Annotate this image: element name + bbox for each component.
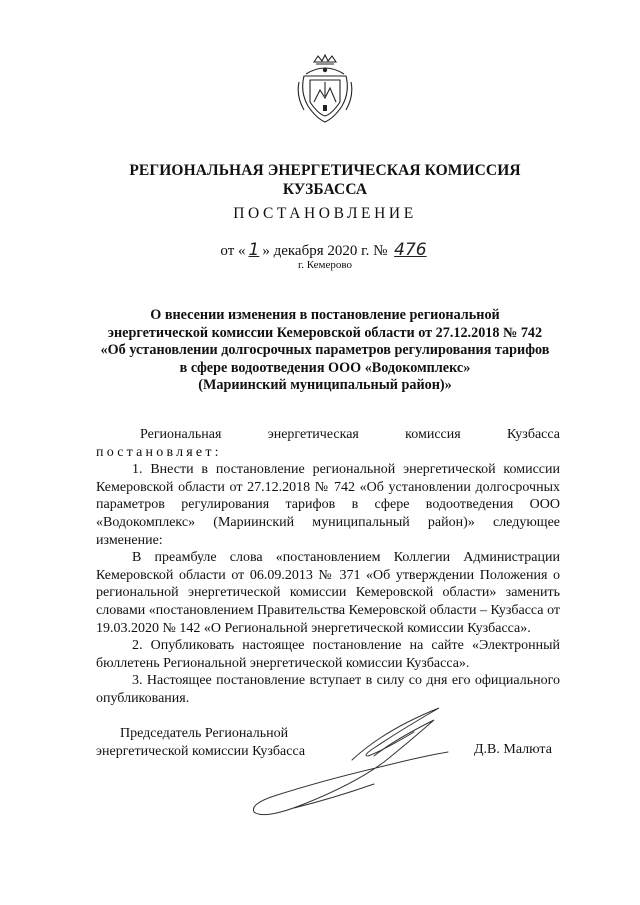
handwritten-day: 1 [248, 240, 260, 260]
date-number-line [160, 240, 490, 260]
item-1-detail: В преамбуле слова «постановлением Коллегии Администрации Кемеровской области от 06.09.2013 № 371 «Об утверждении Положения о региональной энергетической комиссии Кемеровской области» заменить словами «постановлением Правительства Кемеровской области – Кузбасса от 19.03.2020 № 142 «О Региональной энергетической комиссии Кузбасса». [96, 550, 560, 636]
signer-title-line1: Председатель Региональной [120, 726, 289, 741]
decides-word: постановляет: [96, 444, 222, 460]
preamble-word3: комиссия [405, 427, 461, 442]
organization-title-line2: КУЗБАССА [282, 181, 368, 198]
signer-title-line2: энергетической комиссии Кузбасса [96, 743, 306, 759]
preamble-word4: Кузбасса [507, 427, 560, 442]
signer-name: Д.В. Малюта [474, 742, 552, 757]
organization-title-line1: РЕГИОНАЛЬНАЯ ЭНЕРГЕТИЧЕСКАЯ КОМИССИЯ [129, 162, 521, 179]
date-month-year: » декабря 2020 г. № [262, 243, 388, 259]
coat-of-arms-emblem [296, 52, 354, 126]
item-1: 1. Внести в постановление региональной энергетической комиссии Кемеровской области от 27.12.2018 № 742 «Об установлении долгосрочных параметров регулирования тарифов в сфере водоотведения ООО «Водокомплекс» (Мариинский муниципальный район)» следующее изменение: [96, 462, 560, 548]
organization-title [100, 161, 550, 199]
date-prefix: от « [220, 243, 246, 259]
preamble-line [96, 426, 560, 444]
resolution-heading [90, 307, 560, 395]
heading-line5: (Мариинский муниципальный район)» [198, 377, 452, 394]
resolution-body [96, 426, 560, 708]
heading-line4: в сфере водоотведения ООО «Водокомплекс» [179, 359, 471, 376]
heading-line2: энергетической комиссии Кемеровской области от 27.12.2018 № 742 [107, 324, 543, 341]
city-line: г. Кемерово [297, 259, 353, 271]
document-type: ПОСТАНОВЛЕНИЕ [233, 205, 417, 222]
heading-line3: «Об установлении долгосрочных параметров регулирования тарифов [100, 342, 550, 359]
handwritten-signature [234, 700, 464, 830]
preamble-word1: Региональная [140, 427, 222, 442]
preamble-word2: энергетическая [267, 427, 359, 442]
item-3: 3. Настоящее постановление вступает в силу со дня его официального опубликования. [96, 673, 560, 706]
item-2: 2. Опубликовать настоящее постановление на сайте «Электронный бюллетень Региональной энергетической комиссии Кузбасса». [96, 638, 560, 671]
heading-line1: О внесении изменения в постановление региональной [150, 307, 500, 323]
handwritten-number: 476 [394, 240, 427, 260]
